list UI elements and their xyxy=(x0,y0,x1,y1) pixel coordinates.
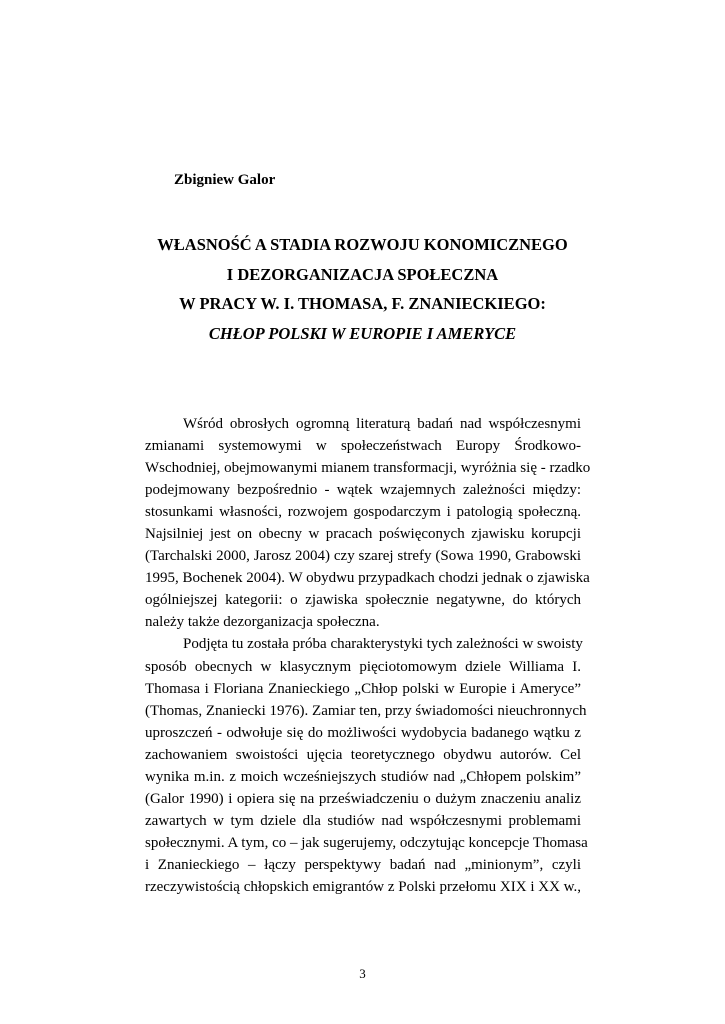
body-line: społecznymi. A tym, co – jak sugerujemy, odczytując koncepcje Thomasa xyxy=(145,834,588,851)
body-line: zachowaniem swoistości ujęcia teoretycznego obydwu autorów. Cel xyxy=(145,746,581,763)
body-line: Wśród obrosłych ogromną literaturą badań nad współczesnymi xyxy=(183,416,581,432)
body-line: uproszczeń - odwołuje się do możliwości wydobycia badanego wątku z xyxy=(145,724,581,741)
body-line: (Galor 1990) i opiera się na przeświadczeniu o dużym znaczeniu analiz xyxy=(145,790,581,807)
body-line: wynika m.in. z moich wcześniejszych studiów nad „Chłopem polskim” xyxy=(145,768,581,785)
title-line-2: I DEZORGANIZACJA SPOŁECZNA xyxy=(226,264,499,284)
title-line-4: CHŁOP POLSKI W EUROPIE I AMERYCE xyxy=(208,323,517,343)
body-text xyxy=(145,413,591,898)
title-line-1: WŁASNOŚĆ A STADIA ROZWOJU KONOMICZNEGO xyxy=(157,235,568,254)
body-line: Podjęta tu została próba charakterystyki tych zależności w swoisty xyxy=(183,636,583,653)
author-name: Zbigniew Galor xyxy=(174,172,276,188)
body-line: (Thomas, Znaniecki 1976). Zamiar ten, przy świadomości nieuchronnych xyxy=(145,702,587,719)
body-line: sposób obecnych w klasycznym pięciotomowym dziele Williama I. xyxy=(145,658,581,675)
body-line: ogólniejszej kategorii: o zjawiska społecznie negatywne, do których xyxy=(145,592,581,609)
title-line-3: W PRACY W. I. THOMASA, F. ZNANIECKIEGO: xyxy=(179,294,546,314)
body-line: należy także dezorganizacja społeczna. xyxy=(145,614,380,631)
body-line: zawartych w tym dziele dla studiów nad współczesnymi problemami xyxy=(145,812,581,829)
document-title xyxy=(100,230,625,348)
body-line: podejmowany bezpośrednio - wątek wzajemnych zależności między: xyxy=(145,482,581,499)
body-line: Najsilniej jest on obecny w pracach poświęconych zjawisku korupcji xyxy=(145,526,581,543)
body-line: Thomasa i Floriana Znanieckiego „Chłop polski w Europie i Ameryce” xyxy=(145,680,581,697)
page-number: 3 xyxy=(359,966,366,981)
body-line: 1995, Bochenek 2004). W obydwu przypadkach chodzi jednak o zjawiska xyxy=(145,570,590,587)
body-line: i Znanieckiego – łączy perspektywy badań nad „minionym”, czyli xyxy=(145,856,581,873)
body-line: (Tarchalski 2000, Jarosz 2004) czy szarej strefy (Sowa 1990, Grabowski xyxy=(145,548,581,565)
body-line: zmianami systemowymi w społeczeństwach Europy Środkowo- xyxy=(145,438,581,455)
body-line: Wschodniej, obejmowanymi mianem transformacji, wyróżnia się - rzadko xyxy=(145,460,591,477)
body-line: stosunkami własności, rozwojem gospodarczym i patologią społeczną. xyxy=(145,504,581,521)
body-line: rzeczywistością chłopskich emigrantów z Polski przełomu XIX i XX w., xyxy=(145,878,582,895)
